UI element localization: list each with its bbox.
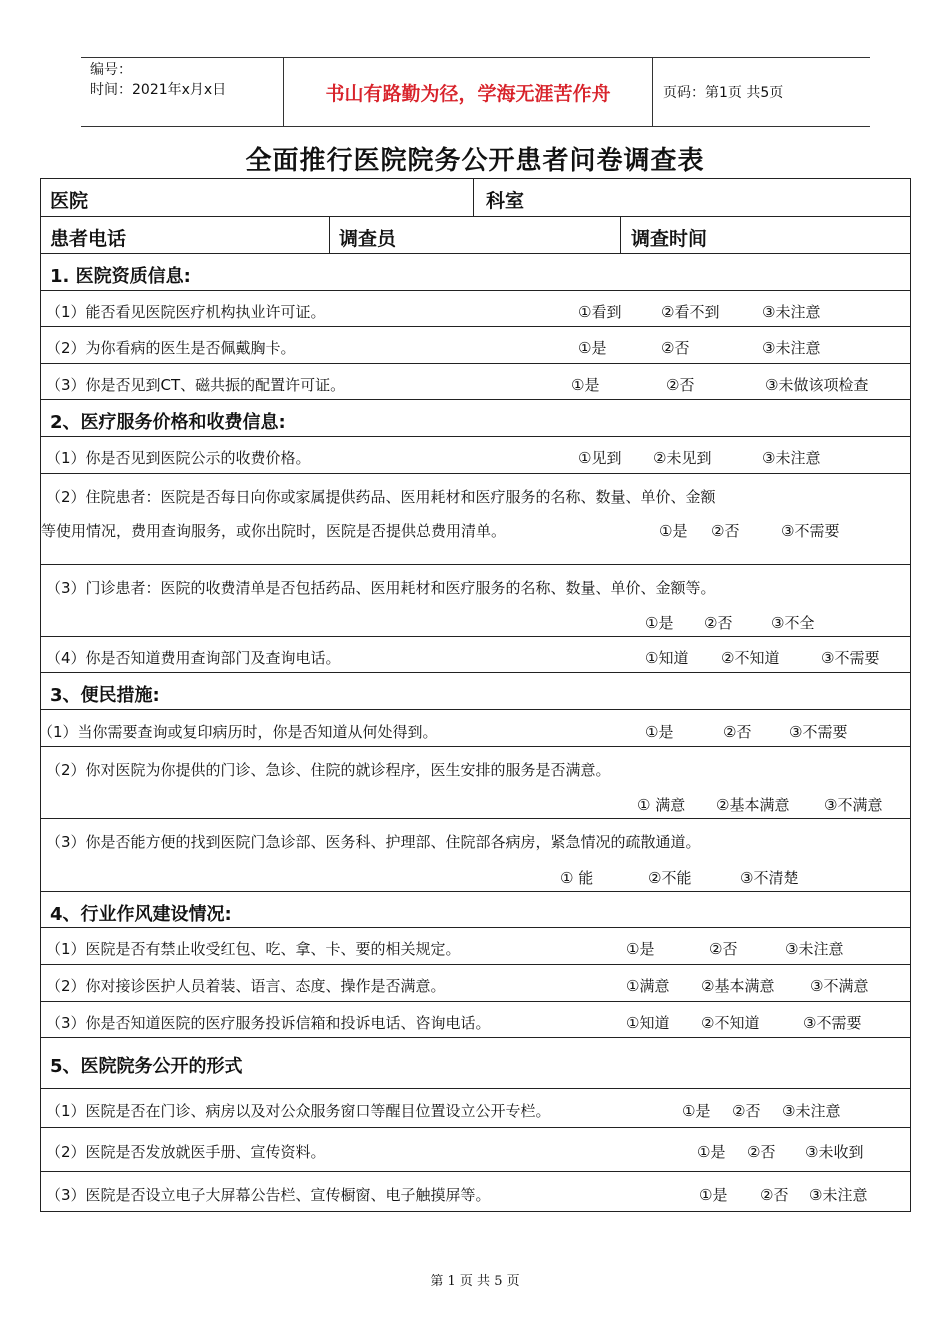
option-2: ②不能 <box>648 869 692 887</box>
option-2: ②基本满意 <box>701 977 775 995</box>
option-1: ① 能 <box>560 869 594 887</box>
section-title: 4、行业作风建设情况: <box>50 904 232 925</box>
option-3: ③不满意 <box>810 977 869 995</box>
question-row <box>41 1171 910 1213</box>
option-2: ②否 <box>732 1102 761 1120</box>
option-3: ③未做该项检查 <box>765 376 869 394</box>
question-row <box>41 436 910 473</box>
surveyor-field-label: 调查员 <box>339 228 397 250</box>
option-1: ①是 <box>659 522 688 540</box>
option-1: ①知道 <box>626 1014 670 1032</box>
question-text: （3）你是否见到CT、磁共振的配置许可证。 <box>46 376 346 394</box>
option-3: ③未注意 <box>782 1102 841 1120</box>
option-2: ②否 <box>661 339 690 357</box>
question-text: （1）医院是否有禁止收受红包、吃、拿、卡、要的相关规定。 <box>46 940 461 958</box>
question-text: （3）你是否能方便的找到医院门急诊部、医务科、护理部、住院部各病房，紧急情况的疏散通道。 <box>46 833 701 851</box>
option-2: ②不知道 <box>701 1014 760 1032</box>
doc-time-label: 时间：2021年x月x日 <box>90 82 227 98</box>
question-text: （1）能否看见医院医疗机构执业许可证。 <box>46 303 326 321</box>
section-4-header <box>41 891 910 927</box>
department-field-label: 科室 <box>486 190 525 212</box>
option-3: ③未注意 <box>809 1186 868 1204</box>
option-2: ②否 <box>760 1186 789 1204</box>
page-footer: 第 1 页 共 5 页 <box>430 1274 520 1289</box>
question-row <box>41 564 910 636</box>
document-header <box>81 57 870 127</box>
question-text: （3）你是否知道医院的医疗服务投诉信箱和投诉电话、咨询电话。 <box>46 1014 491 1032</box>
option-3: ③不清楚 <box>740 869 799 887</box>
question-text: （3）门诊患者：医院的收费清单是否包括药品、医用耗材和医疗服务的名称、数量、单价、金额等。 <box>46 579 716 597</box>
option-1: ① 满意 <box>637 796 686 814</box>
section-title: 5、医院院务公开的形式 <box>50 1056 243 1077</box>
option-3: ③未注意 <box>762 449 821 467</box>
option-2: ②否 <box>709 940 738 958</box>
option-1: ①是 <box>645 723 674 741</box>
question-row <box>41 927 910 964</box>
header-motto: 书山有路勤为径，学海无涯苦作舟 <box>283 58 653 126</box>
page-title: 全面推行医院院务公开患者问卷调查表 <box>245 146 705 176</box>
option-1: ①是 <box>697 1143 726 1161</box>
option-2: ②否 <box>704 614 733 632</box>
question-text: （2）为你看病的医生是否佩戴胸卡。 <box>46 339 296 357</box>
question-text: （4）你是否知道费用查询部门及查询电话。 <box>46 649 341 667</box>
question-row <box>41 746 910 818</box>
option-3: ③不需要 <box>821 649 880 667</box>
option-3: ③不需要 <box>781 522 840 540</box>
section-title: 3、便民措施: <box>50 685 160 706</box>
option-3: ③不需要 <box>803 1014 862 1032</box>
question-row <box>41 1088 910 1127</box>
question-text: （2）你对医院为你提供的门诊、急诊、住院的就诊程序，医生安排的服务是否满意。 <box>46 761 611 779</box>
option-1: ①是 <box>626 940 655 958</box>
question-text: （1）你是否见到医院公示的收费价格。 <box>46 449 311 467</box>
section-1-header <box>41 253 910 290</box>
section-3-header <box>41 672 910 709</box>
question-text: （2）住院患者：医院是否每日向你或家属提供药品、医用耗材和医疗服务的名称、数量、单价、金额 <box>46 488 716 506</box>
question-row <box>38 709 910 746</box>
option-1: ①是 <box>645 614 674 632</box>
question-text: （2）医院是否发放就医手册、宣传资料。 <box>46 1143 326 1161</box>
question-text: （3）医院是否设立电子大屏幕公告栏、宣传橱窗、电子触摸屏等。 <box>46 1186 491 1204</box>
phone-field-label: 患者电话 <box>50 228 127 250</box>
survey-table <box>40 178 911 1212</box>
option-1: ①知道 <box>645 649 689 667</box>
option-3: ③不满意 <box>824 796 883 814</box>
option-1: ①看到 <box>578 303 622 321</box>
section-title: 1. 医院资质信息: <box>50 266 191 287</box>
section-5-header <box>41 1037 910 1088</box>
info-row-hospital <box>41 179 910 216</box>
section-2-header <box>41 399 910 436</box>
option-3: ③未注意 <box>762 339 821 357</box>
question-row <box>41 363 910 399</box>
section-title: 2、医疗服务价格和收费信息: <box>50 412 286 433</box>
option-2: ②基本满意 <box>716 796 790 814</box>
option-2: ②否 <box>711 522 740 540</box>
option-1: ①是 <box>699 1186 728 1204</box>
option-2: ②不知道 <box>721 649 780 667</box>
question-row <box>41 1001 910 1037</box>
question-row <box>41 290 910 326</box>
option-2: ②否 <box>723 723 752 741</box>
option-1: ①是 <box>578 339 607 357</box>
question-row <box>41 964 910 1001</box>
survey-time-field-label: 调查时间 <box>631 228 708 250</box>
option-1: ①见到 <box>578 449 622 467</box>
question-row <box>41 1127 910 1171</box>
option-3: ③不全 <box>771 614 815 632</box>
info-row-contact <box>41 216 910 253</box>
option-1: ①满意 <box>626 977 670 995</box>
option-2: ②否 <box>747 1143 776 1161</box>
question-text: （1）当你需要查询或复印病历时，你是否知道从何处得到。 <box>38 723 438 741</box>
question-row <box>41 326 910 363</box>
question-text-continued: 等使用情况，费用查询服务，或你出院时，医院是否提供总费用清单。 <box>41 522 507 540</box>
header-page-label: 页码：第1页 共5页 <box>663 85 784 101</box>
doc-number-label: 编号： <box>90 62 132 78</box>
option-3: ③未注意 <box>785 940 844 958</box>
option-3: ③未注意 <box>762 303 821 321</box>
option-1: ①是 <box>682 1102 711 1120</box>
option-2: ②看不到 <box>661 303 720 321</box>
question-row <box>41 636 910 672</box>
hospital-field-label: 医院 <box>50 190 89 212</box>
option-3: ③未收到 <box>805 1143 864 1161</box>
option-1: ①是 <box>571 376 600 394</box>
question-row <box>41 473 910 564</box>
option-2: ②未见到 <box>653 449 712 467</box>
option-2: ②否 <box>666 376 695 394</box>
question-text: （1）医院是否在门诊、病房以及对公众服务窗口等醒目位置设立公开专栏。 <box>46 1102 551 1120</box>
option-3: ③不需要 <box>789 723 848 741</box>
header-meta <box>81 58 281 126</box>
question-row <box>41 818 910 891</box>
question-text: （2）你对接诊医护人员着装、语言、态度、操作是否满意。 <box>46 977 446 995</box>
